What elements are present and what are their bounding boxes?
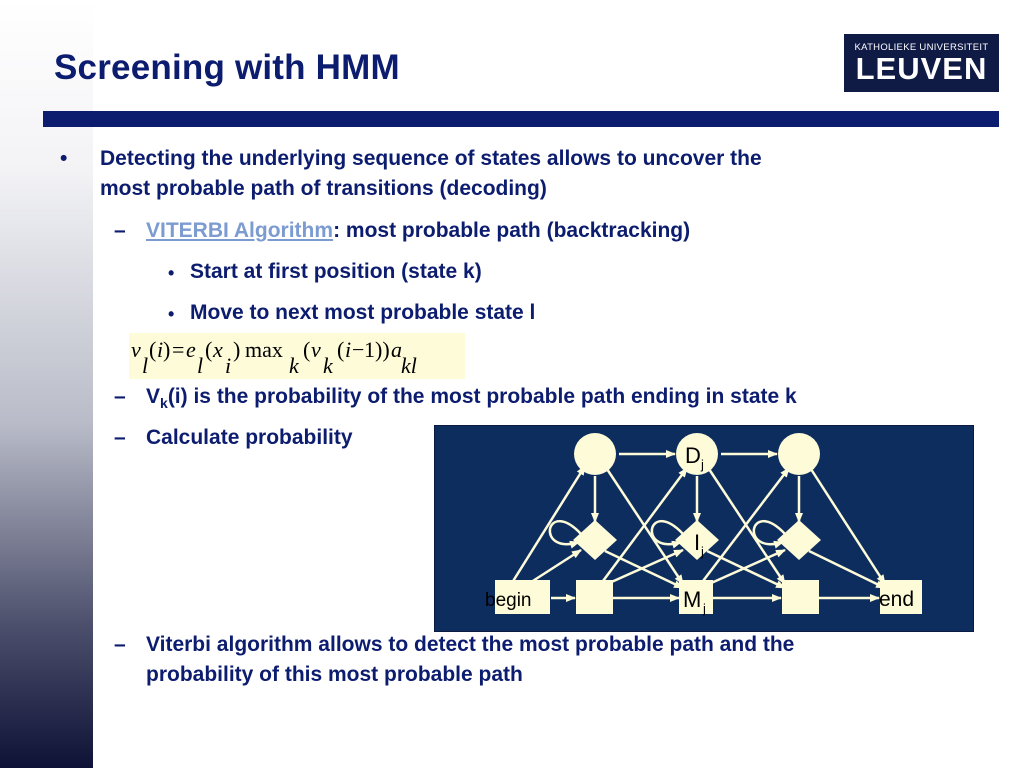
label-dj-sub: j <box>701 457 704 472</box>
match-state-node <box>576 580 613 614</box>
arrow-i3-to-end <box>809 551 885 588</box>
subsub-bullet-start: Start at first position (state k) <box>190 260 482 283</box>
formula-double-paren: )) <box>375 337 390 362</box>
vk-rest: (i) is the probability of the most probable path ending in state k <box>167 385 797 408</box>
bullet-marker: • <box>60 147 68 170</box>
logo-main-text: LEUVEN <box>855 50 988 86</box>
formula-svg <box>129 333 465 379</box>
sub-bullet-calculate: Calculate probability <box>146 426 353 449</box>
formula-paren: ( <box>205 337 213 362</box>
title-underline-bar <box>43 111 999 127</box>
bullet-marker: • <box>168 304 175 324</box>
formula-equals: = <box>172 337 185 362</box>
formula-v: v <box>311 337 321 362</box>
formula-sub-l: l <box>142 353 149 378</box>
vk-subscript: k <box>160 395 168 412</box>
university-logo <box>844 34 999 92</box>
match-state-node <box>782 580 819 614</box>
formula-a: a <box>391 337 402 362</box>
subsub-bullet-move: Move to next most probable state l <box>190 301 536 324</box>
hmm-diagram-svg <box>435 426 975 633</box>
formula-e: e <box>186 337 196 362</box>
bullet-marker: • <box>168 263 175 283</box>
formula-paren: ) <box>233 337 241 362</box>
logo-top-text: KATHOLIEKE UNIVERSITEIT <box>854 41 989 53</box>
label-begin: begin <box>485 590 532 611</box>
viterbi-formula <box>129 333 465 379</box>
bullet-line: probability of this most probable path <box>146 663 523 686</box>
formula-paren: ) <box>163 337 171 362</box>
formula-v: v <box>131 337 141 362</box>
viterbi-algorithm-link[interactable]: VITERBI Algorithm <box>146 219 334 242</box>
label-mj-sub: j <box>703 601 706 616</box>
dash-marker: – <box>114 426 126 449</box>
formula-sub-k: k <box>323 353 333 378</box>
formula-one: 1 <box>364 337 375 362</box>
formula-paren: ( <box>303 337 311 362</box>
viterbi-description: : most probable path (backtracking) <box>333 219 691 242</box>
bullet-line: most probable path of transitions (decoding) <box>100 177 547 200</box>
delete-state-node <box>778 433 820 475</box>
label-dj: D <box>685 443 701 468</box>
formula-sub-k: k <box>289 353 299 378</box>
formula-sub-kl: kl <box>401 353 417 378</box>
sub-bullet-viterbi-conclusion <box>146 630 966 690</box>
formula-i: i <box>157 337 164 362</box>
label-end: end <box>879 588 915 611</box>
label-ij: I <box>694 530 701 555</box>
formula-minus: − <box>352 337 365 362</box>
arrow-d3-to-end <box>809 466 885 584</box>
sub-bullet-viterbi <box>146 216 690 246</box>
bullet-detecting-sequence <box>100 144 950 204</box>
dash-marker: – <box>114 219 126 242</box>
bullet-line: Detecting the underlying sequence of states allows to uncover the <box>100 147 762 170</box>
label-mj: M <box>683 587 702 612</box>
dash-marker: – <box>114 385 126 408</box>
label-ij-sub: j <box>701 544 704 559</box>
formula-max: max <box>245 337 283 362</box>
slide-title: Screening with HMM <box>54 48 400 87</box>
formula-paren: ( <box>149 337 157 362</box>
delete-state-node <box>574 433 616 475</box>
bullet-line: Viterbi algorithm allows to detect the most probable path and the <box>146 633 795 656</box>
hmm-profile-diagram <box>434 425 974 632</box>
formula-x: x <box>213 337 223 362</box>
dash-marker: – <box>114 633 126 656</box>
formula-sub-l: l <box>197 353 204 378</box>
vk-v: V <box>146 385 161 408</box>
formula-sub-i: i <box>225 353 232 378</box>
formula-i: i <box>345 337 352 362</box>
formula-paren: ( <box>337 337 345 362</box>
sub-bullet-vk-definition <box>146 382 797 418</box>
